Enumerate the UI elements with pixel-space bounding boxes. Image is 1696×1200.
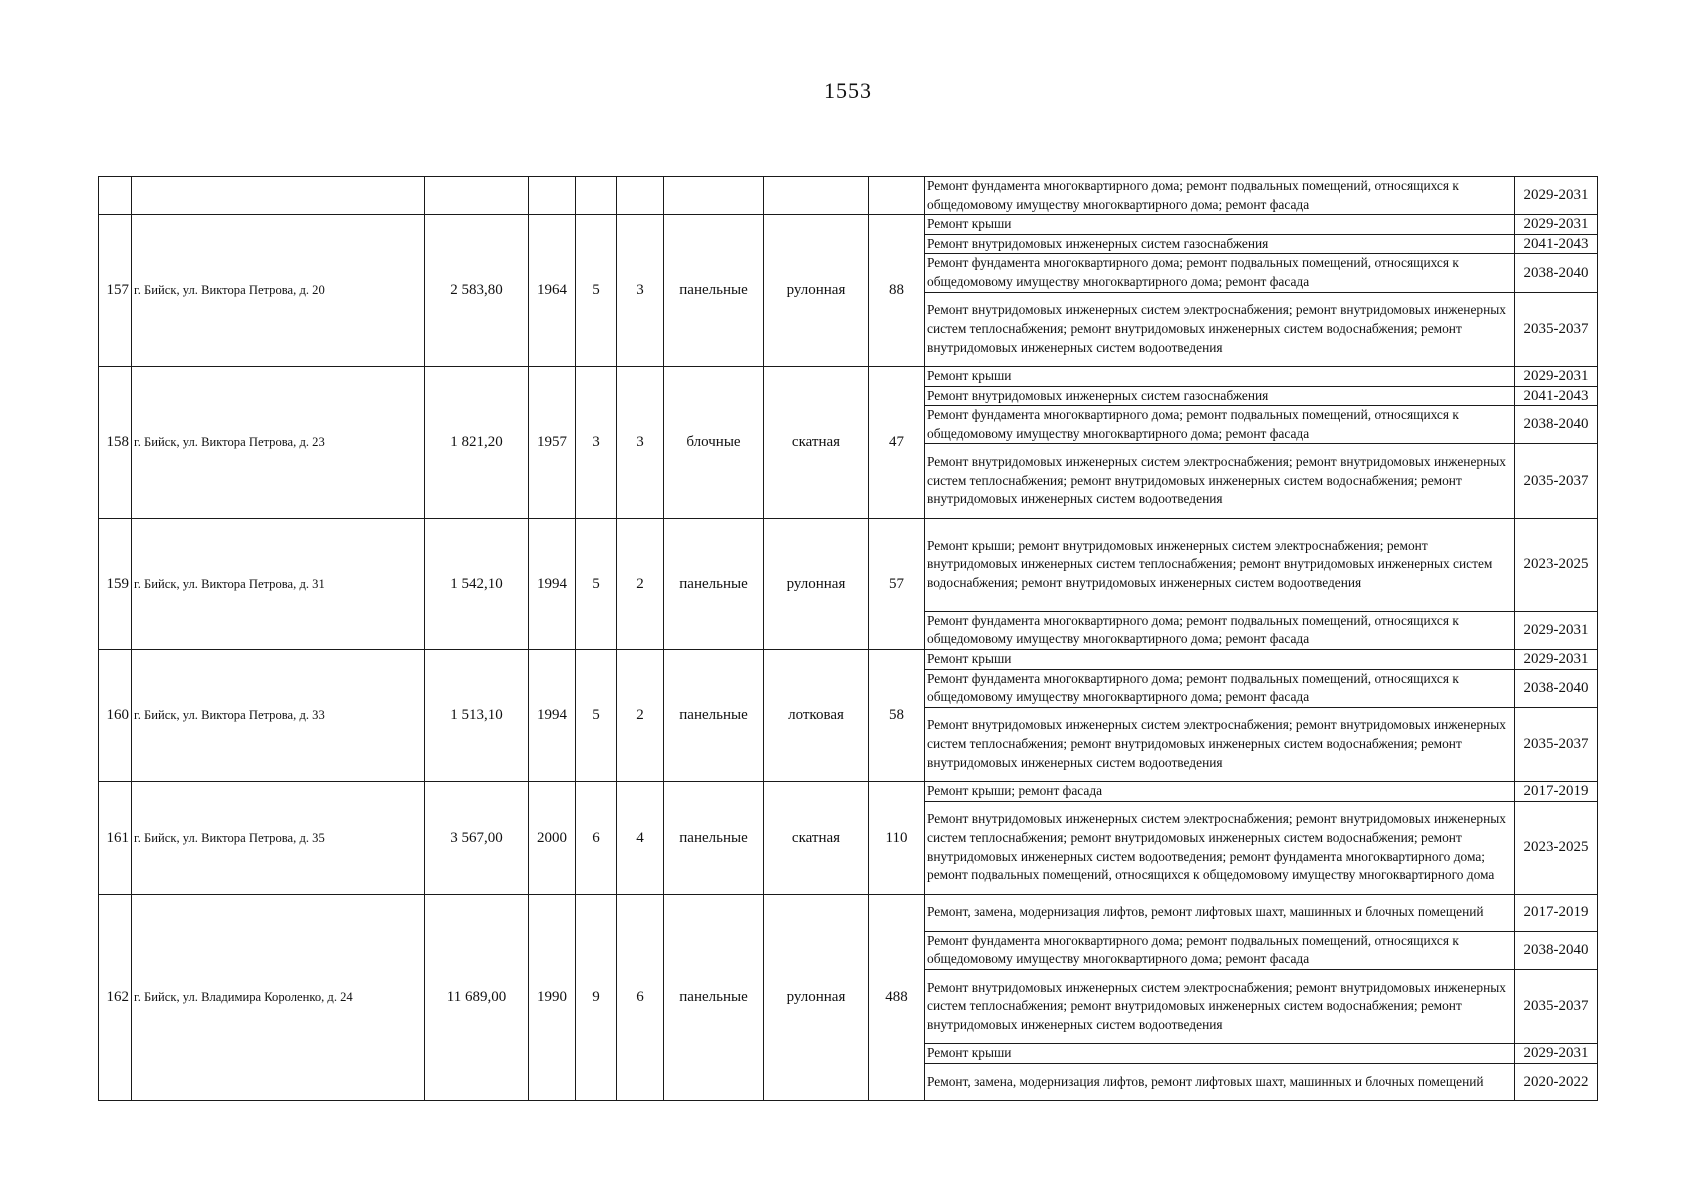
work-description: Ремонт внутридомовых инженерных систем электроснабжения; ремонт внутридомовых инженерных систем теплоснабжения; ремонт внутридомовых инженерных систем водоснабжения; ремонт внутридомовых инженерных систем водоотведения: [925, 444, 1515, 518]
work-period: 2035-2037: [1515, 970, 1598, 1044]
floors-count: 5: [576, 215, 617, 367]
work-period: 2038-2040: [1515, 406, 1598, 444]
entrances-count: 2: [617, 518, 664, 649]
wall-material: блочные: [664, 366, 764, 518]
roof-type: лотковая: [764, 649, 869, 781]
work-description: Ремонт крыши; ремонт фасада: [925, 782, 1515, 802]
work-description: Ремонт внутридомовых инженерных систем электроснабжения; ремонт внутридомовых инженерных систем теплоснабжения; ремонт внутридомовых инженерных систем водоснабжения; ремонт внутридомовых инженерных систем водоотведения: [925, 292, 1515, 366]
work-description: Ремонт фундамента многоквартирного дома; ремонт подвальных помещений, относящихся к общедомовому имуществу многоквартирного дома; ремонт фасада: [925, 669, 1515, 707]
work-period: 2020-2022: [1515, 1064, 1598, 1101]
build-year: 1957: [529, 366, 576, 518]
roof-type: скатная: [764, 366, 869, 518]
residents-count: 47: [869, 366, 925, 518]
work-description: Ремонт, замена, модернизация лифтов, ремонт лифтовых шахт, машинных и блочных помещений: [925, 894, 1515, 931]
floors-count: 5: [576, 649, 617, 781]
work-description: Ремонт крыши: [925, 215, 1515, 235]
row-number: 159: [99, 518, 132, 649]
building-area: 2 583,80: [425, 215, 529, 367]
work-period: 2038-2040: [1515, 931, 1598, 969]
empty-cell: [425, 177, 529, 215]
roof-type: скатная: [764, 782, 869, 895]
row-number: 162: [99, 894, 132, 1101]
table-row: [99, 518, 1598, 611]
work-description: Ремонт крыши: [925, 366, 1515, 386]
floors-count: 3: [576, 366, 617, 518]
work-description: Ремонт фундамента многоквартирного дома; ремонт подвальных помещений, относящихся к общедомовому имуществу многоквартирного дома; ремонт фасада: [925, 611, 1515, 649]
building-address: г. Бийск, ул. Виктора Петрова, д. 20: [132, 215, 425, 367]
build-year: 1964: [529, 215, 576, 367]
empty-cell: [529, 177, 576, 215]
wall-material: панельные: [664, 518, 764, 649]
wall-material: панельные: [664, 215, 764, 367]
work-period: 2038-2040: [1515, 254, 1598, 292]
entrances-count: 3: [617, 366, 664, 518]
empty-cell: [869, 177, 925, 215]
empty-cell: [576, 177, 617, 215]
work-period: 2041-2043: [1515, 386, 1598, 406]
row-number: 158: [99, 366, 132, 518]
table-row: [99, 366, 1598, 386]
work-description: Ремонт, замена, модернизация лифтов, ремонт лифтовых шахт, машинных и блочных помещений: [925, 1064, 1515, 1101]
table-row: [99, 894, 1598, 931]
work-period: 2029-2031: [1515, 611, 1598, 649]
capital-repair-table: [98, 176, 1598, 1101]
building-address: г. Бийск, ул. Виктора Петрова, д. 33: [132, 649, 425, 781]
work-description: Ремонт фундамента многоквартирного дома; ремонт подвальных помещений, относящихся к общедомовому имуществу многоквартирного дома; ремонт фасада: [925, 406, 1515, 444]
work-period: 2017-2019: [1515, 894, 1598, 931]
roof-type: рулонная: [764, 518, 869, 649]
work-period: 2041-2043: [1515, 234, 1598, 254]
empty-cell: [664, 177, 764, 215]
build-year: 1990: [529, 894, 576, 1101]
build-year: 1994: [529, 649, 576, 781]
building-address: г. Бийск, ул. Виктора Петрова, д. 35: [132, 782, 425, 895]
work-period: 2035-2037: [1515, 292, 1598, 366]
work-description: Ремонт фундамента многоквартирного дома; ремонт подвальных помещений, относящихся к общедомовому имуществу многоквартирного дома; ремонт фасада: [925, 177, 1515, 215]
floors-count: 9: [576, 894, 617, 1101]
building-address: г. Бийск, ул. Владимира Короленко, д. 24: [132, 894, 425, 1101]
work-period: 2029-2031: [1515, 215, 1598, 235]
work-description: Ремонт крыши; ремонт внутридомовых инженерных систем электроснабжения; ремонт внутридомовых инженерных систем теплоснабжения; ремонт внутридомовых инженерных систем водоснабжения; ремонт внутридомовых инженерных систем водоотведения: [925, 518, 1515, 611]
entrances-count: 2: [617, 649, 664, 781]
work-description: Ремонт крыши: [925, 1044, 1515, 1064]
empty-cell: [617, 177, 664, 215]
row-number: 161: [99, 782, 132, 895]
empty-cell: [132, 177, 425, 215]
entrances-count: 6: [617, 894, 664, 1101]
empty-cell: [764, 177, 869, 215]
building-area: 11 689,00: [425, 894, 529, 1101]
build-year: 2000: [529, 782, 576, 895]
work-period: 2029-2031: [1515, 1044, 1598, 1064]
entrances-count: 4: [617, 782, 664, 895]
table-row: [99, 215, 1598, 235]
work-description: Ремонт внутридомовых инженерных систем электроснабжения; ремонт внутридомовых инженерных систем теплоснабжения; ремонт внутридомовых инженерных систем водоснабжения; ремонт внутридомовых инженерных систем водоотведения; ремонт фундамента многоквартирного дома; ремонт подвальных помещений, относящихся к общедомовому имуществу многоквартирного дома: [925, 801, 1515, 894]
floors-count: 6: [576, 782, 617, 895]
work-description: Ремонт внутридомовых инженерных систем газоснабжения: [925, 386, 1515, 406]
table-row: [99, 177, 1598, 215]
row-number: 157: [99, 215, 132, 367]
work-period: 2029-2031: [1515, 649, 1598, 669]
residents-count: 488: [869, 894, 925, 1101]
work-period: 2035-2037: [1515, 444, 1598, 518]
residents-count: 57: [869, 518, 925, 649]
wall-material: панельные: [664, 782, 764, 895]
work-period: 2017-2019: [1515, 782, 1598, 802]
build-year: 1994: [529, 518, 576, 649]
work-period: 2029-2031: [1515, 177, 1598, 215]
work-period: 2038-2040: [1515, 669, 1598, 707]
work-description: Ремонт крыши: [925, 649, 1515, 669]
work-period: 2029-2031: [1515, 366, 1598, 386]
residents-count: 88: [869, 215, 925, 367]
building-area: 3 567,00: [425, 782, 529, 895]
work-description: Ремонт фундамента многоквартирного дома; ремонт подвальных помещений, относящихся к общедомовому имуществу многоквартирного дома; ремонт фасада: [925, 254, 1515, 292]
entrances-count: 3: [617, 215, 664, 367]
work-period: 2023-2025: [1515, 801, 1598, 894]
work-period: 2023-2025: [1515, 518, 1598, 611]
work-description: Ремонт фундамента многоквартирного дома; ремонт подвальных помещений, относящихся к общедомовому имуществу многоквартирного дома; ремонт фасада: [925, 931, 1515, 969]
residents-count: 58: [869, 649, 925, 781]
building-area: 1 821,20: [425, 366, 529, 518]
table-row: [99, 649, 1598, 669]
table-row: [99, 782, 1598, 802]
page-number: 1553: [824, 78, 872, 103]
work-period: 2035-2037: [1515, 707, 1598, 781]
building-address: г. Бийск, ул. Виктора Петрова, д. 31: [132, 518, 425, 649]
work-description: Ремонт внутридомовых инженерных систем электроснабжения; ремонт внутридомовых инженерных систем теплоснабжения; ремонт внутридомовых инженерных систем водоснабжения; ремонт внутридомовых инженерных систем водоотведения: [925, 970, 1515, 1044]
building-area: 1 513,10: [425, 649, 529, 781]
building-address: г. Бийск, ул. Виктора Петрова, д. 23: [132, 366, 425, 518]
residents-count: 110: [869, 782, 925, 895]
work-description: Ремонт внутридомовых инженерных систем электроснабжения; ремонт внутридомовых инженерных систем теплоснабжения; ремонт внутридомовых инженерных систем водоснабжения; ремонт внутридомовых инженерных систем водоотведения: [925, 707, 1515, 781]
roof-type: рулонная: [764, 894, 869, 1101]
empty-cell: [99, 177, 132, 215]
work-description: Ремонт внутридомовых инженерных систем газоснабжения: [925, 234, 1515, 254]
row-number: 160: [99, 649, 132, 781]
roof-type: рулонная: [764, 215, 869, 367]
wall-material: панельные: [664, 649, 764, 781]
building-area: 1 542,10: [425, 518, 529, 649]
floors-count: 5: [576, 518, 617, 649]
wall-material: панельные: [664, 894, 764, 1101]
